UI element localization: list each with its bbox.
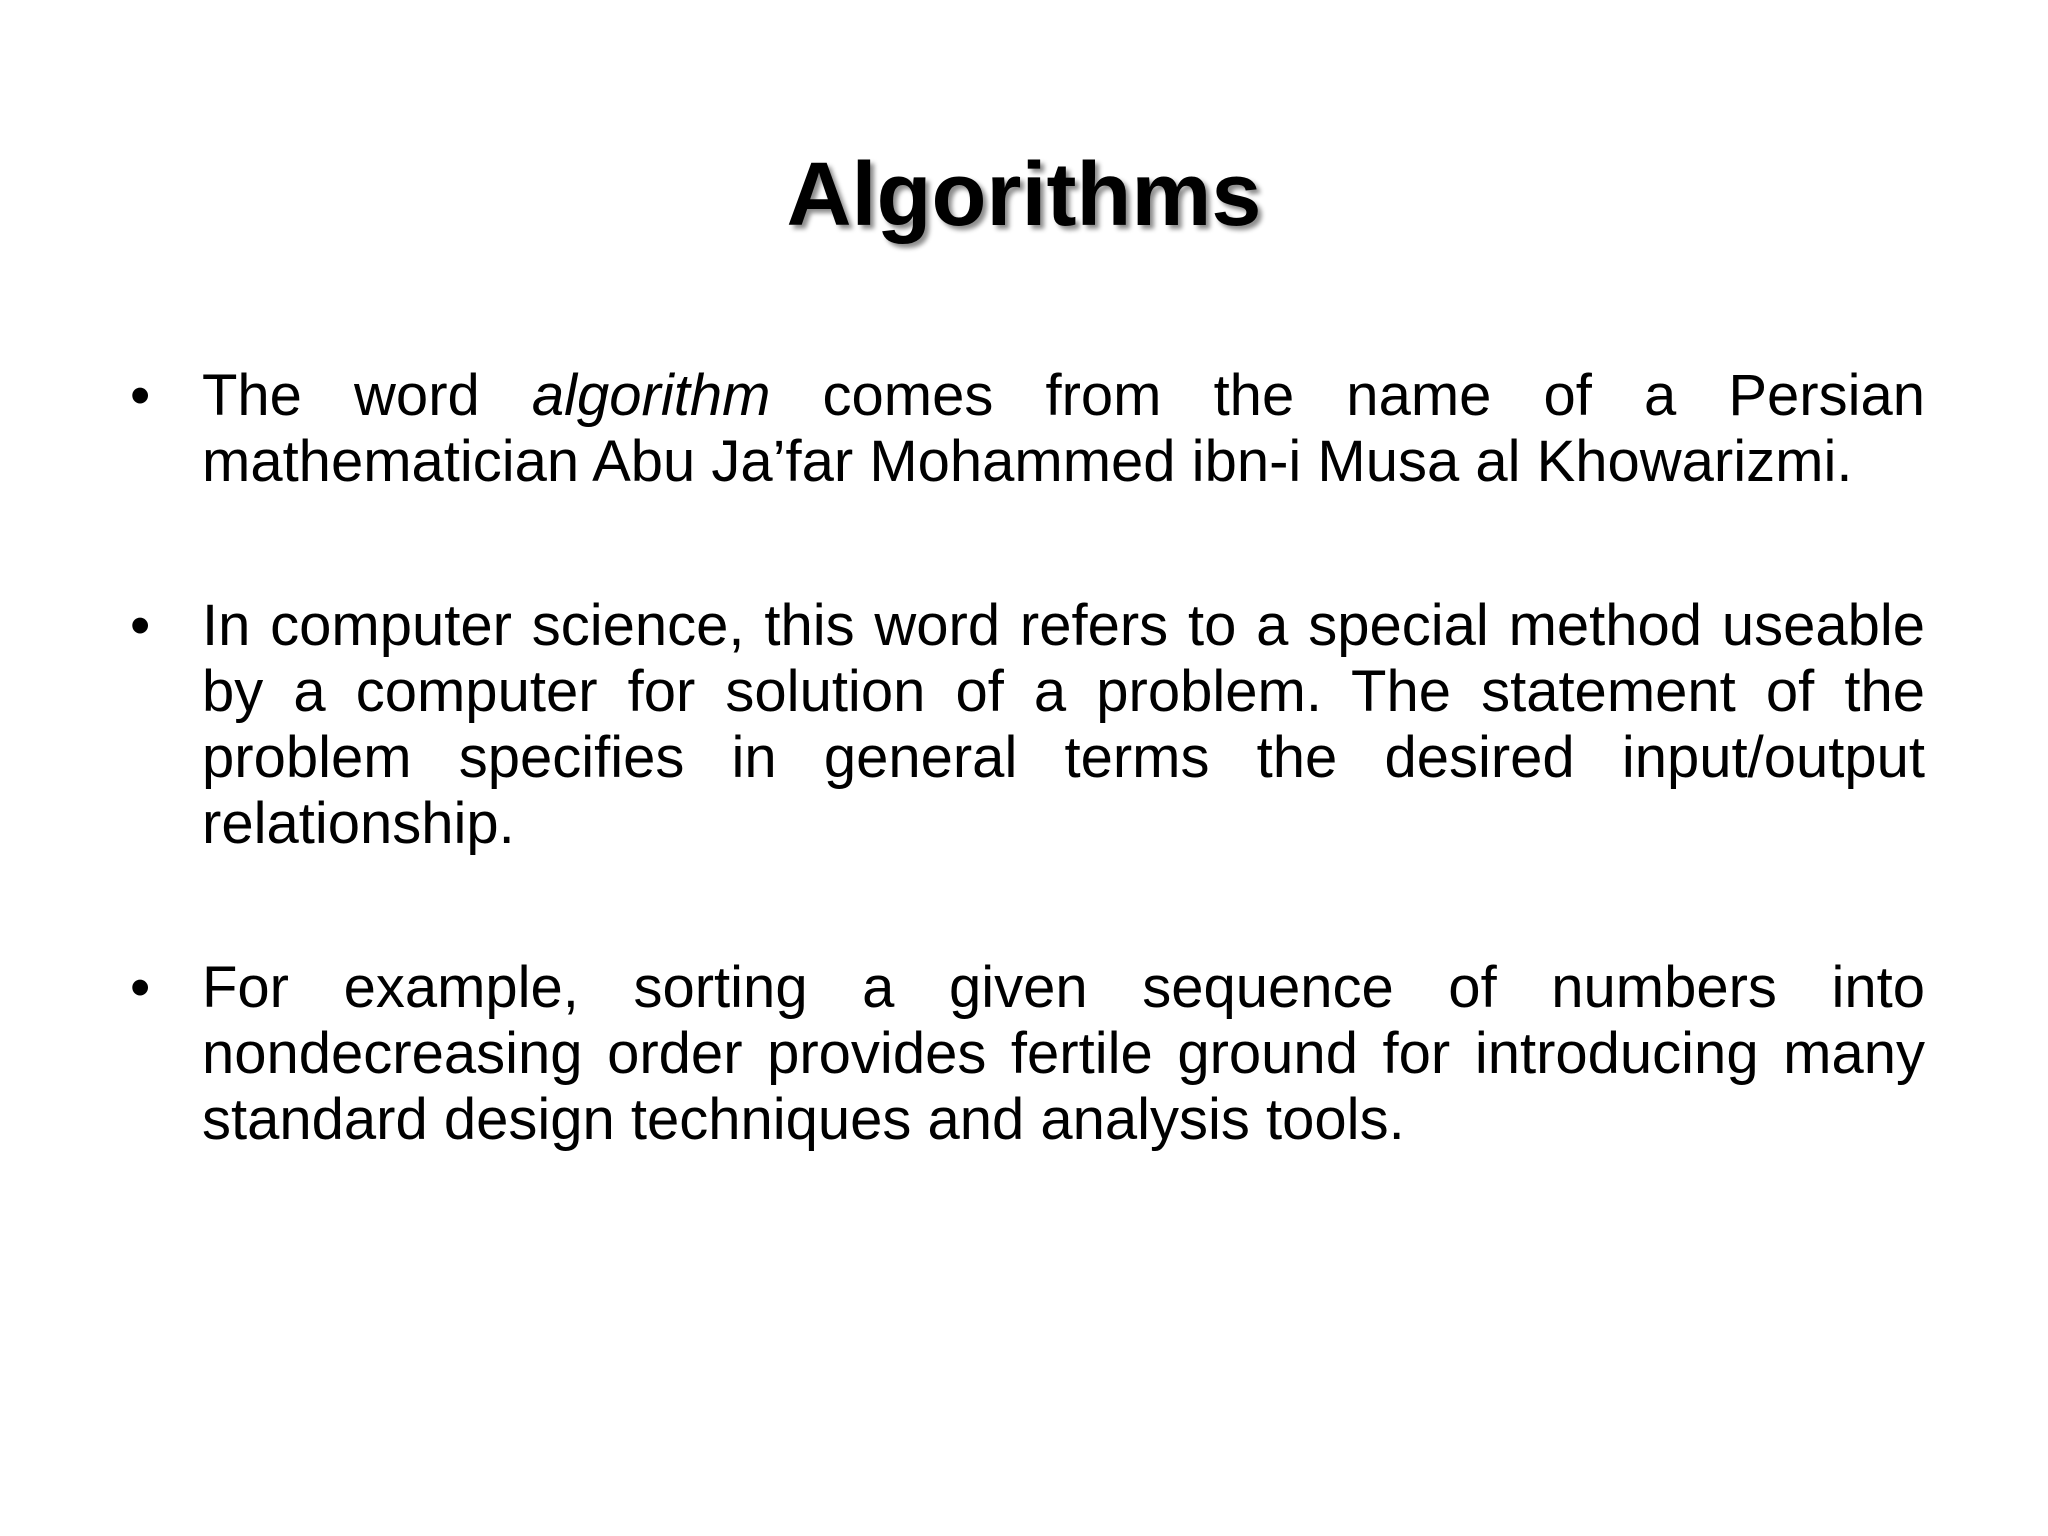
bullet-icon: •: [130, 363, 151, 428]
bullet-list: [130, 363, 1925, 1251]
bullet-text: [202, 363, 1925, 494]
bullet-item-example: [130, 955, 1925, 1153]
bullet-item-definition: [130, 593, 1925, 857]
bullet-icon: •: [130, 955, 151, 1020]
bullet-text-end: comes from the name of a Persian mathematician Abu Ja’far Mohammed ibn-i Musa al Khowarizmi.: [202, 363, 1925, 494]
bullet-icon: •: [130, 593, 151, 658]
bullet-text-emphasis: algorithm: [531, 363, 771, 428]
slide-title: Algorithms: [786, 145, 1262, 245]
bullet-text: In computer science, this word refers to a special method useable by a computer for solution of a problem. The statement of the problem specifies in general terms the desired input/output relationship.: [202, 593, 1925, 856]
bullet-text-start: The word: [202, 363, 532, 428]
bullet-text: For example, sorting a given sequence of numbers into nondecreasing order provides fertile ground for introducing many standard design techniques and analysis tools.: [202, 955, 1925, 1152]
bullet-item-etymology: [130, 363, 1925, 495]
